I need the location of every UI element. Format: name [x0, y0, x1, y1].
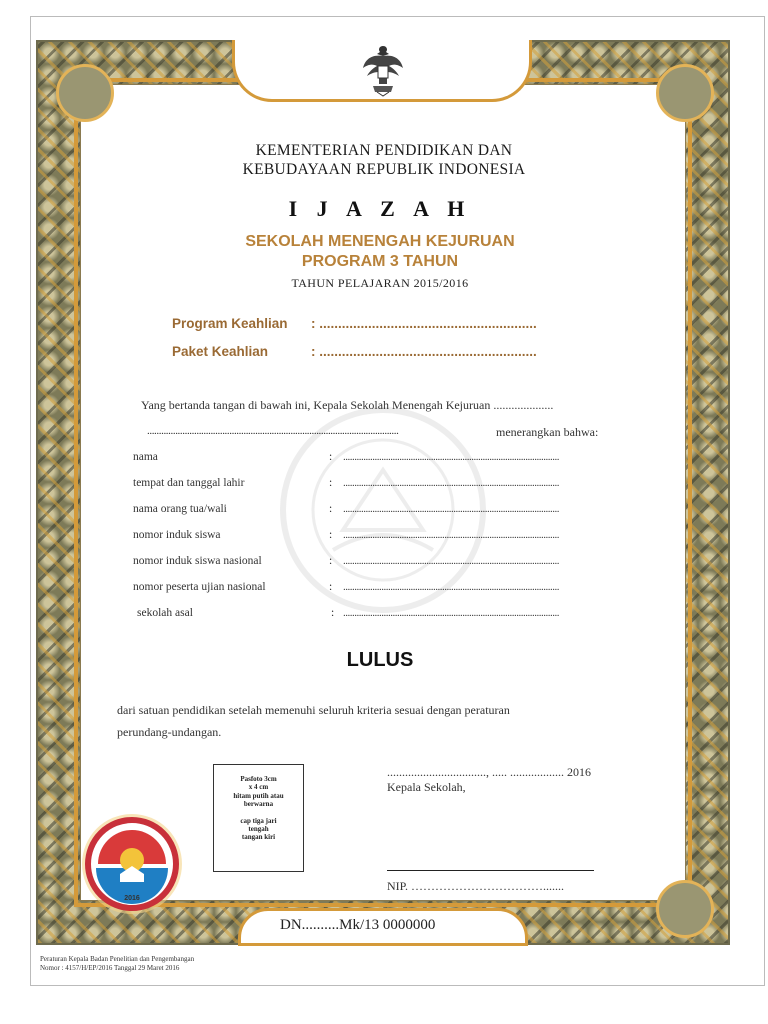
field-dots: ................................................................................................ — [343, 503, 559, 515]
program-value: : .......................................................... — [311, 316, 537, 331]
field-colon: : — [329, 477, 333, 489]
field-dots: ................................................................................................ — [343, 581, 559, 593]
field-dots: ................................................................................................ — [343, 607, 559, 619]
signature-date: ................................., ..... .................. 2016 — [387, 765, 591, 779]
signature-role: Kepala Sekolah, — [387, 780, 466, 794]
field-label: nama — [133, 451, 158, 463]
school-type-line1: SEKOLAH MENENGAH KEJURUAN — [245, 233, 515, 250]
school-type-line2: PROGRAM 3 TAHUN — [301, 253, 459, 270]
signature-nip: NIP. ……………………………....... — [387, 879, 565, 893]
field-label: nomor peserta ujian nasional — [133, 581, 266, 593]
field-dots: ................................................................................................ — [343, 555, 559, 567]
field-colon: : — [329, 451, 333, 463]
statement-line2-tail: menerangkan bahwa: — [496, 425, 599, 439]
result-text-line1: dari satuan pendidikan setelah memenuhi seluruh kriteria sesuai dengan peraturan — [117, 703, 510, 717]
field-colon: : — [329, 555, 333, 567]
field-dots: ................................................................................................ — [343, 477, 559, 489]
field-dots: ................................................................................................ — [343, 529, 559, 541]
photo-box — [213, 764, 304, 872]
corner-medallion-bottom-right — [656, 880, 714, 938]
package-label: Paket Keahlian — [172, 344, 269, 359]
field-colon: : — [331, 607, 335, 619]
result-text-line2: perundang-undangan. — [117, 725, 222, 739]
ministry-name-line1: KEMENTERIAN PENDIDIKAN DAN — [255, 142, 513, 159]
fingerprint-text: cap tiga jari — [240, 816, 277, 825]
footer-regulation-line1: Peraturan Kepala Badan Penelitian dan Pengembangan — [40, 955, 195, 963]
statement-line1: Yang bertanda tangan di bawah ini, Kepala Sekolah Menengah Kejuruan .................... — [141, 398, 554, 412]
field-label: sekolah asal — [137, 607, 193, 619]
academic-year: TAHUN PELAJARAN 2015/2016 — [291, 276, 469, 290]
field-label: nomor induk siswa — [133, 529, 221, 541]
footer-regulation-line2: Nomor : 4157/H/EP/2016 Tanggal 29 Maret 2016 — [40, 964, 180, 972]
field-colon: : — [329, 581, 333, 593]
photo-size-text-2: x 4 cm — [248, 783, 269, 792]
fingerprint-text-2: tengah — [248, 824, 269, 833]
package-value: : .......................................................... — [311, 344, 537, 359]
field-label: tempat dan tanggal lahir — [133, 477, 245, 489]
corner-medallion-top-left — [56, 64, 114, 122]
statement-line2-dots: ........................................................................................................... — [147, 425, 399, 437]
field-label: nama orang tua/wali — [133, 503, 227, 515]
field-colon: : — [329, 529, 333, 541]
photo-color-text-2: berwarna — [243, 800, 274, 809]
photo-size-text: Pasfoto 3cm — [240, 775, 277, 783]
signature-line — [387, 870, 594, 871]
serial-number: DN..........Mk/13 0000000 — [280, 917, 436, 933]
result-status: LULUS — [346, 649, 414, 671]
ministry-name-line2: KEBUDAYAAN REPUBLIK INDONESIA — [242, 161, 526, 178]
photo-color-text: hitam putih atau — [233, 791, 284, 800]
program-label: Program Keahlian — [172, 316, 288, 331]
ministry-seal-icon — [78, 812, 186, 916]
fingerprint-text-3: tangan kiri — [241, 833, 276, 842]
certificate-title: I J A Z A H — [288, 196, 472, 221]
field-colon: : — [329, 503, 333, 515]
seal-year: 2016 — [124, 895, 140, 902]
field-dots: ................................................................................................ — [343, 451, 559, 463]
field-label: nomor induk siswa nasional — [133, 555, 262, 567]
corner-medallion-top-right — [656, 64, 714, 122]
garuda-emblem-icon — [361, 42, 405, 98]
